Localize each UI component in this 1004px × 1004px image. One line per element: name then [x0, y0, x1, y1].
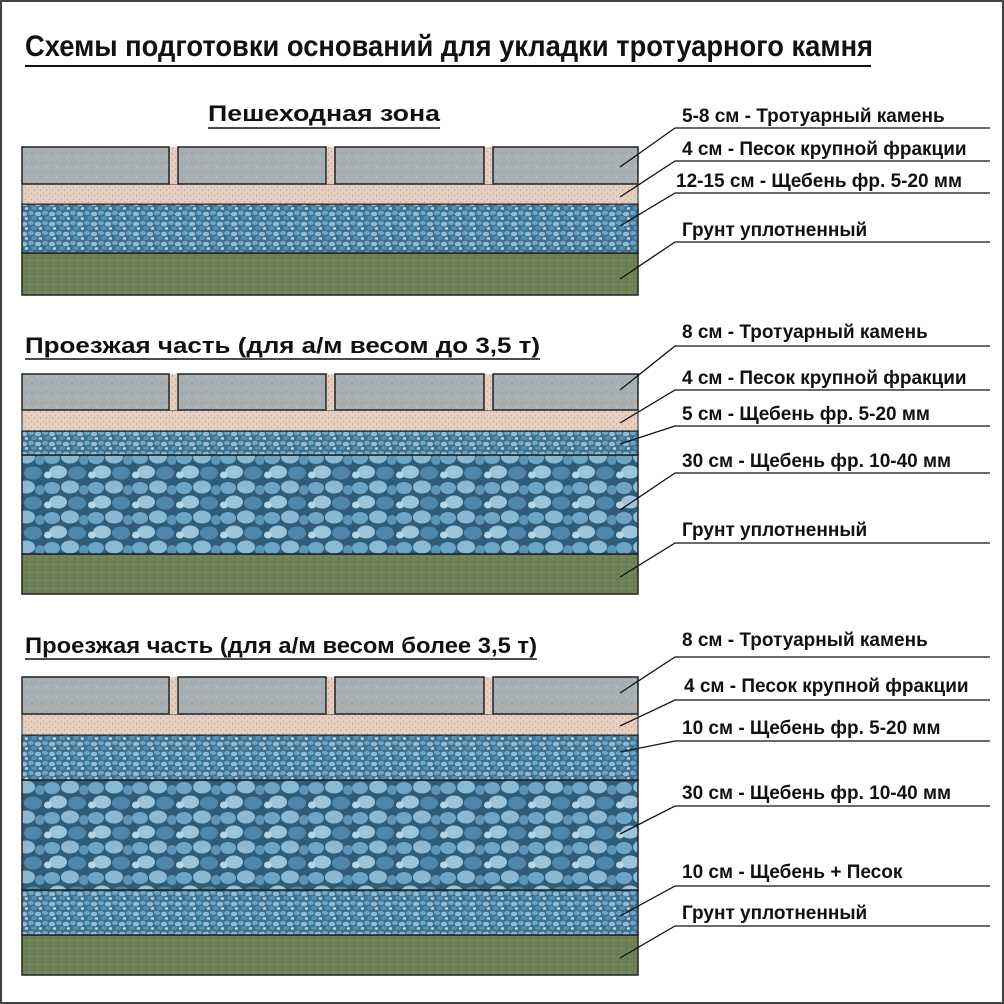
paver-block: [335, 677, 484, 714]
paver-block: [178, 374, 326, 410]
paver-block: [493, 147, 638, 184]
layer-label: 5 см - Щебень фр. 5-20 мм: [682, 404, 930, 425]
leader-line: [620, 473, 990, 510]
paver-block: [493, 374, 638, 410]
section-heading-road-light: Проезжая часть (для а/м весом до 3,5 т): [25, 333, 540, 358]
paver-block: [335, 374, 484, 410]
layer-gravel-sand-mix: [22, 890, 638, 935]
paver-block: [22, 374, 169, 410]
layer-gravel-fine: [22, 431, 638, 455]
layer-sand: [22, 714, 638, 735]
leader-line: [620, 242, 990, 279]
section-road-light: [22, 322, 990, 594]
layer-label: Грунт уплотненный: [682, 220, 868, 241]
layer-soil: [22, 935, 638, 975]
paver-block: [22, 147, 169, 184]
paver-block: [335, 147, 484, 184]
layer-label: 5-8 см - Тротуарный камень: [682, 106, 945, 127]
layer-label: 30 см - Щебень фр. 10-40 мм: [682, 783, 952, 804]
leader-line: [620, 741, 990, 752]
paver-block: [22, 677, 169, 714]
leader-line: [620, 543, 990, 577]
layer-gravel-fine: [22, 204, 638, 253]
layer-label: 12-15 см - Щебень фр. 5-20 мм: [676, 171, 963, 192]
layer-label: 10 см - Щебень фр. 5-20 мм: [682, 718, 941, 739]
layer-label: 8 см - Тротуарный камень: [682, 322, 928, 343]
layer-label: 4 см - Песок крупной фракции: [682, 139, 967, 160]
leader-line: [620, 426, 990, 444]
leader-line: [620, 806, 990, 834]
layer-label: 10 см - Щебень + Песок: [682, 862, 903, 883]
layer-label: 4 см - Песок крупной фракции: [684, 676, 969, 697]
layer-label: Грунт уплотненный: [682, 903, 868, 924]
layer-label: 8 см - Тротуарный камень: [682, 630, 928, 651]
layer-sand: [22, 410, 638, 431]
layer-gravel-fine: [22, 735, 638, 780]
layer-sand: [22, 184, 638, 204]
diagram-title: Схемы подготовки оснований для укладки тротуарного камня: [25, 30, 873, 63]
layer-label: 4 см - Песок крупной фракции: [682, 368, 967, 389]
section-heading-road-heavy: Проезжая часть (для а/м весом более 3,5 т): [25, 633, 537, 658]
section-pedestrian: [22, 101, 990, 295]
layer-label: Грунт уплотненный: [682, 520, 868, 541]
paver-block: [178, 677, 326, 714]
layer-soil: [22, 554, 638, 594]
paver-block: [178, 147, 326, 184]
section-road-heavy: [22, 630, 990, 975]
layer-gravel-coarse: [22, 455, 638, 554]
layer-soil: [22, 253, 638, 295]
layer-label: 30 см - Щебень фр. 10-40 мм: [682, 451, 952, 472]
section-heading-pedestrian: Пешеходная зона: [208, 101, 441, 126]
paver-block: [493, 677, 638, 714]
layer-gravel-coarse: [22, 780, 638, 890]
leader-line: [620, 926, 990, 958]
